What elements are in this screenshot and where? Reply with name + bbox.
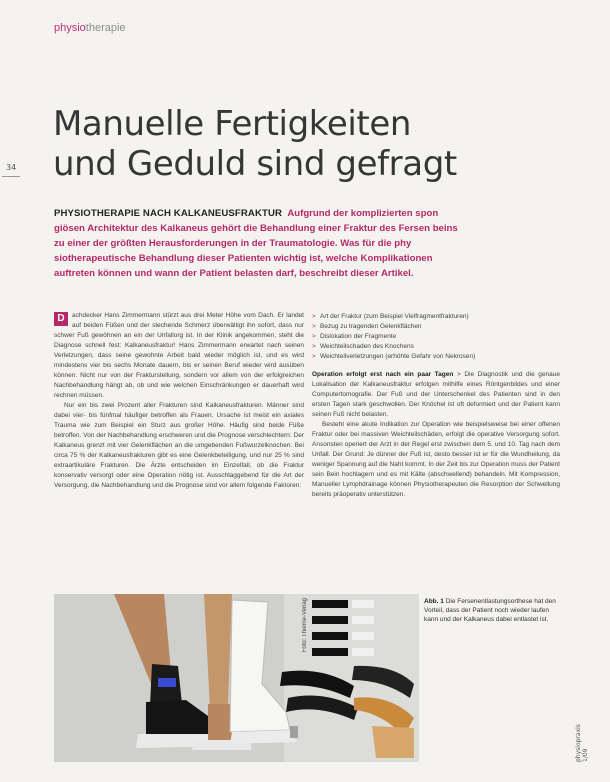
orthosis-illustration [54,594,419,762]
section-label [54,22,126,34]
journal-side-label [575,672,599,762]
journal-name: physiopraxis [575,724,582,762]
page-number-rule [2,176,20,177]
body-paragraph: Nur ein bis zwei Prozent aller Frakturen sind Kalkaneusfrakturen. Männer sind dabei vier- bis fünfmal häufiger betroffen als Frauen. Ursache ist meist ein axiales Trauma wie zum Beispiel ein Sturz aus großer Höhe. Häufig sind beide Füße betroffen. Von der Nachbehandlung erschweren und die Prognose verschlechtern: Der Kalkaneus grenzt mit vier Gelenkflächen an die umgebenden Fußwurzelknochen. Bei circa 75 % der Kalkaneusfrakturen gibt es eine Gelenkbeteiligung, und nur 25 % sind extraartikuläre Frakturen. Die Ärzte entscheiden im Einzelfall, ob die Fraktur konservativ versorgt oder eine Operation nötig ist. Ausschlaggebend für die Art der Versorgung, die Nachbehandlung und die Prognose sind vor allem folgende Faktoren: [54,402,304,489]
factor-list-item: > Bezug zu tragenden Gelenkflächen [312,322,560,332]
factor-list [312,312,560,362]
photo-credit: Foto: Thieme-Verlag [302,598,308,653]
factor-list-item: > Weichteilverletzungen (erhöhte Gefahr von Nekrosen) [312,352,560,362]
drop-cap: D [54,312,68,326]
section-label-suffix: therapie [85,22,126,34]
figure-caption-text: Die Fersenentlastungsorthese hat den Vorteil, dass der Patient noch wieder laufen kann und der Kalkaneus dabei entlastet ist. [424,598,556,623]
factor-list-item: > Art der Fraktur (zum Beispiel Vielfragmentfrakturen) [312,312,560,322]
article-lead [54,206,464,281]
body-paragraph-text: achdecker Hans Zimmermann stürzt aus drei Meter Höhe vom Dach. Er landet auf beiden Füßen und der stechende Schmerz überwältigt ihn sofort, dass nur schwer Fuß gewöhnen an ein der Unfallorg ist. In der Klinik angekommen, steht die Diagnose schnell fest: Kalkaneusfraktur! Hans Zimmermann erwartet nach seinen Verletzungen, dass seine gewohnte Arbeit bald wieder möglich ist, und es wird mindestens vier bis sechs Monate dauern, bis er seinen Beruf wieder wird ausüben können. Nicht nur von der Frakturstellung, sondern vor allem von der erfolgreichen Nachbehandlung hängt ab, ob und wie welchen Einschränkungen er dauerhaft wird rechnen müssen. [54,312,304,399]
article-title-line-2: und Geduld sind gefragt [53,144,457,184]
orthosis-photo [54,594,419,762]
body-paragraph [312,370,560,420]
factor-list-item: > Weichteilschaden des Knochens [312,342,560,352]
section-label-prefix: physio [54,22,86,34]
subheading: Operation erfolgt erst nach ein paar Tagen [312,371,454,378]
figure-caption [424,597,564,624]
journal-issue: 1/09 [582,748,589,762]
body-paragraph-text: > Die Diagnostik und die genaue Lokalisation der Kalkaneusfraktur erfolgen mithilfe eines Röntgenbildes und einer Computertomografie. Der Fuß und der Unterschenkel des Patienten sind in den ersten Tagen stark geschwollen. Der Knöchel ist oft deformiert und der Patient kann seinen Fuß nicht belasten. [312,371,560,418]
body-paragraph: Besteht eine akute Indikation zur Operation wie beispielsweise bei einer offenen Fraktur oder bei massiven Weichteilschäden, erfolgt die operative Versorgung sofort. Ansonsten operiert der Arzt in der Regel erst zwischen dem 5. und 10. Tag nach dem Unfall. Der Grund: Je dünner der Fuß ist, desto besser ist er für die Wundheilung, da weniger Spannung auf die Naht kommt. In der Zeit bis zur Operation muss der Patient sein Bein hochlagern und es mit Kälte (abschwellend) behandeln. Mit Kompression, Manueller Lymphdrainage können Physiotherapeuten die Resorption der Schwellung bereits präoperativ unterstützen. [312,421,560,498]
factor-list-item: > Dislokation der Fragmente [312,332,560,342]
article-title-line-1: Manuelle Fertigkeiten [53,104,411,144]
body-column-left [54,311,304,491]
article-title [53,104,483,184]
lead-text: Aufgrund der komplizierten spon giösen Architektur des Kalkaneus gehört die Behandlung einer Fraktur des Fersen beins zu einer der größten Herausforderungen in der Traumatologie. Was für die phy siotherapeutische Behandlung dieser Patienten wichtig ist, welche Komplikationen auftreten können und wann der Patient belasten darf, beschreibt dieser Artikel. [54,208,458,279]
page-number: 34 [6,163,17,172]
body-column-right [312,312,560,500]
body-paragraph [54,311,304,401]
lead-kicker: PHYSIOTHERAPIE NACH KALKANEUSFRAKTUR [54,208,282,219]
figure-caption-label: Abb. 1 [424,598,444,605]
